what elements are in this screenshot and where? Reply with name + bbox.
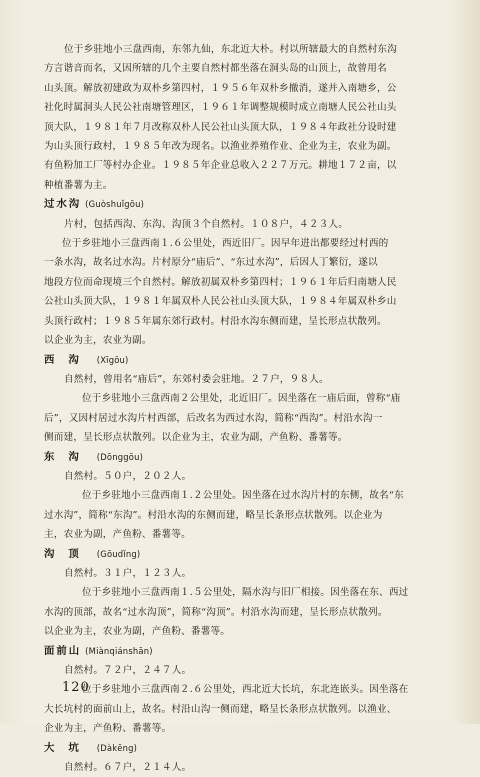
text-line: 自然村。５０户，２０２人。 <box>64 470 192 482</box>
entry-heading <box>44 351 458 370</box>
text-line: 有鱼粉加工厂等村办企业。１９８５年企业总收入２２７万元。耕地１７２亩，以 <box>44 160 397 172</box>
text-line: 公社山头顶大队，１９８１年属双朴人民公社山头顶大队，１９８４年属双朴乡山 <box>44 296 397 308</box>
text-line: 企业为主，产鱼粉、番薯等。 <box>44 723 172 735</box>
entry-guoshuigou <box>44 195 458 350</box>
entry-title: 沟顶 <box>44 547 93 560</box>
entry-donggou <box>44 448 458 545</box>
entry-title: 过水沟 <box>44 198 82 211</box>
text-line: 后”，又因村居过水沟片村西部，后改名为西过水沟，简称“西沟”。村沿水沟一 <box>44 412 383 424</box>
text-line: 水沟的顶部，故名“过水沟顶”，简称“沟顶”。村沿水沟而建，呈长形点状散列。 <box>44 606 388 618</box>
text-line: 位于乡驻地小三盘西南１.６公里处，西近旧厂。因早年进出都要经过村西的 <box>62 238 389 250</box>
entry-heading <box>44 642 458 661</box>
text-line: 大长坑村的面前山上，故名。村沿山沟一侧而建，略呈长条形点状散列。以渔业、 <box>44 703 397 715</box>
text-line: 自然村，曾用名“庙后”，东郊村委会驻地。２７户，９８人。 <box>64 373 329 385</box>
text-line: 自然村。７２户，２４７人。 <box>64 665 192 676</box>
text-line: 位于乡驻地小三盘西南，东邻九仙，东北近大朴。村以所辖最大的自然村东沟 <box>64 44 397 55</box>
entry-romanization: (Xīgōu) <box>96 354 129 365</box>
text-line: 以企业为主，农业为副，产鱼粉、番薯等。 <box>44 626 231 638</box>
page-number: 120 <box>62 680 90 695</box>
entry-heading <box>44 739 458 758</box>
page-body <box>44 40 458 777</box>
text-line: 为山头顶行政村，１９８５年改为现名。以渔业养殖作业、企业为主，农业为副。 <box>44 141 397 153</box>
text-line: 片村，包括西沟、东沟、沟顶３个自然村。１０８户，４２３人。 <box>64 218 349 230</box>
entry-gouding <box>44 545 458 642</box>
intro-paragraph <box>44 40 458 195</box>
text-line: 位于乡驻地小三盘西南１.２公里处。因坐落在过水沟片村的东侧，故名“东 <box>82 490 404 502</box>
text-line: 自然村。６７户，２１４人。 <box>64 762 192 774</box>
entry-title: 东沟 <box>44 450 93 463</box>
text-line: 顶大队，１９８１年７月改称双朴人民公社山头顶大队，１９８４年政社分设时建 <box>44 121 397 133</box>
entry-xigou <box>44 351 458 448</box>
entry-mianqianshan <box>44 642 458 739</box>
text-line: 头顶行政村；１９８５年属东郊行政村。村沿水沟东侧而建，呈长形点状散列。 <box>44 315 387 327</box>
text-line: 种植番薯为主。 <box>44 179 113 191</box>
entry-heading <box>44 545 458 564</box>
text-line: 位于乡驻地小三盘西南２.６公里处，西北近大长坑，东北连嵌头。因坐落在 <box>82 684 409 696</box>
entry-romanization: (Dōnggōu) <box>96 451 144 462</box>
text-line: 自然村。３１户，１２３人。 <box>64 567 192 579</box>
text-line: 位于乡驻地小三盘西南２公里处，北近旧厂。因坐落在一庙后面，曾称“庙 <box>82 393 401 405</box>
entry-dakeng <box>44 739 458 777</box>
text-line: 以企业为主，农业为副。 <box>44 335 152 347</box>
entry-romanization: (Gōudǐng) <box>96 548 141 559</box>
text-line: 一条水沟，故名过水沟。片村原分“庙后”、“东过水沟”，后因人丁繁衍，遂以 <box>44 257 378 269</box>
text-line: 过水沟”，简称“东沟”。村沿水沟的东侧而建，略呈长条形点状散列。以企业为 <box>44 509 383 521</box>
entry-title: 面前山 <box>44 644 82 657</box>
text-line: 位于乡驻地小三盘西南１.５公里处，隔水沟与旧厂相接。因坐落在东、西过 <box>82 587 409 599</box>
entry-romanization: (Guòshuǐgōu) <box>85 199 145 210</box>
text-line: 山头顶。解放初建政为双朴乡第四村，１９５６年双朴乡撤消，遂并入南塘乡，公 <box>44 82 397 94</box>
text-line: 主，农业为副，产鱼粉、番薯等。 <box>44 529 191 541</box>
text-line: 侧而建，呈长形点状散列。以企业为主，农业为副，产鱼粉、番薯等。 <box>44 432 348 444</box>
text-line: 地段方位而命现境三个自然村。解放初属双朴乡第四村；１９６１年后归南塘人民 <box>44 276 397 288</box>
entry-romanization: (Dàkēng) <box>96 742 138 753</box>
entry-title: 大坑 <box>44 741 93 754</box>
text-line: 方言谐音而名，又因所辖的几个主要自然村都坐落在洞头岛的山顶上，故曾用名 <box>44 63 387 75</box>
entry-title: 西沟 <box>44 353 93 366</box>
text-line: 社化时属洞头人民公社南塘管理区，１９６１年调整规模时成立南塘人民公社山头 <box>44 102 397 114</box>
entry-romanization: (Miànqiánshān) <box>85 645 153 656</box>
entry-heading <box>44 448 458 467</box>
entry-heading <box>44 195 458 214</box>
